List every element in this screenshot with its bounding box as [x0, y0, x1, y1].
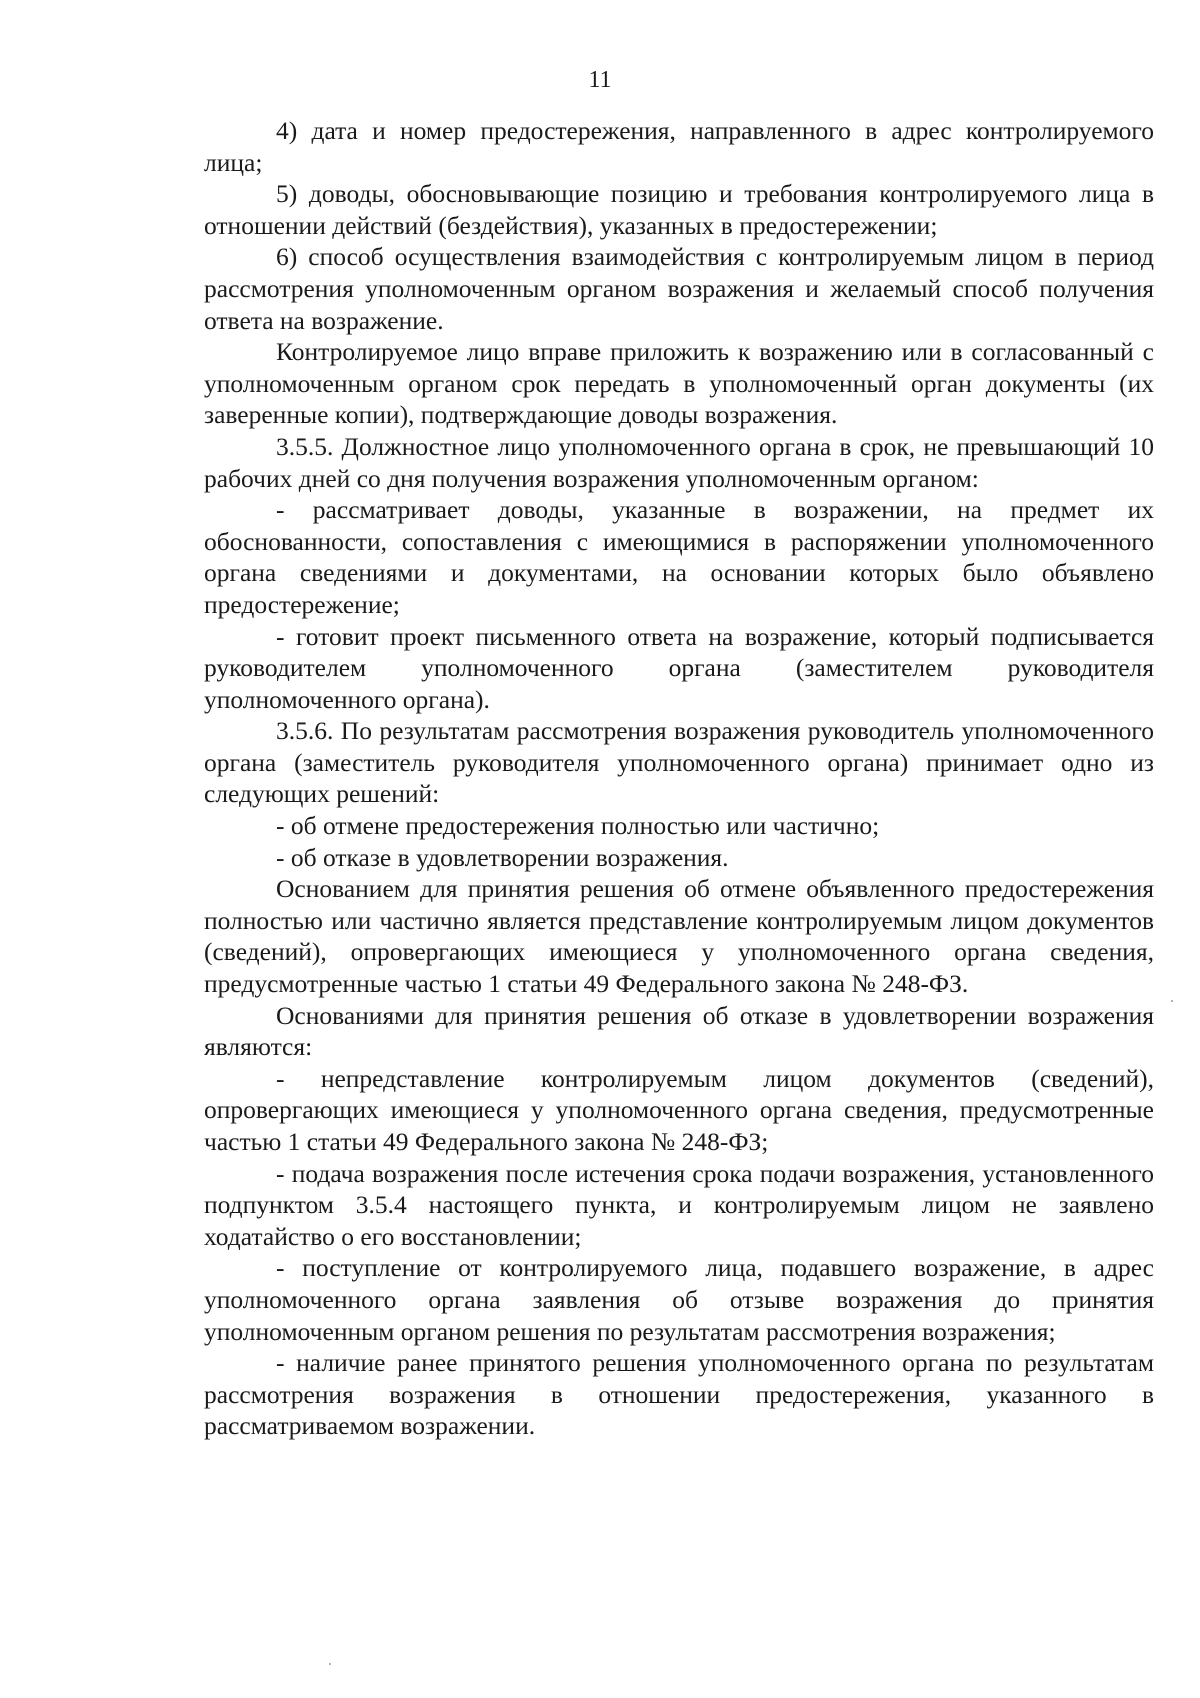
- scan-speck: [329, 1663, 331, 1665]
- document-body: [204, 115, 1154, 1442]
- paragraph-item-4: 4) дата и номер предостережения, направленного в адрес контролируемого лица;: [204, 116, 1154, 177]
- paragraph-decision-refuse: - об отказе в удовлетворении возражения.: [276, 842, 729, 872]
- paragraph-considers-arguments: - рассматривает доводы, указанные в возражении, на предмет их обоснованности, сопоставления с имеющимися в распоряжении уполномоченного органа сведениями и документами, на основании которых было объявлено предостережение;: [204, 495, 1154, 619]
- paragraph-no-documents: - непредставление контролируемым лицом документов (сведений), опровергающих имеющиеся у уполномоченного органа сведения, предусмотренные частью 1 статьи 49 Федерального закона № 248-ФЗ;: [204, 1063, 1154, 1156]
- paragraph-prior-decision: - наличие ранее принятого решения уполномоченного органа по результатам рассмотрения возражения в отношении предостережения, указанного в рассматриваемом возражении.: [204, 1348, 1154, 1441]
- page-number: 11: [588, 67, 612, 93]
- paragraph-grounds-cancel: Основанием для принятия решения об отмене объявленного предостережения полностью или частично является представление контролируемым лицом документов (сведений), опровергающих имеющиеся у уполномоченного органа сведения, предусмотренные частью 1 статьи 49 Федерального закона № 248-ФЗ.: [204, 874, 1154, 999]
- paragraph-attachments: Контролируемое лицо вправе приложить к возражению или в согласованный с уполномоченным органом срок передать в уполномоченный орган документы (их заверенные копии), подтверждающие доводы возражения.: [204, 337, 1154, 430]
- paragraph-grounds-refuse: Основаниями для принятия решения об отказе в удовлетворении возражения являются:: [204, 1000, 1154, 1062]
- scan-speck: [1171, 1000, 1173, 1002]
- paragraph-item-6: 6) способ осуществления взаимодействия с контролируемым лицом в период рассмотрения уполномоченным органом возражения и желаемый способ получения ответа на возражение.: [204, 242, 1154, 335]
- paragraph-withdrawal: - поступление от контролируемого лица, подавшего возражение, в адрес уполномоченного органа заявления об отзыве возражения до принятия уполномоченным органом решения по результатам рассмотрения возражения;: [204, 1253, 1154, 1346]
- paragraph-3-5-5: 3.5.5. Должностное лицо уполномоченного органа в срок, не превышающий 10 рабочих дней со дня получения возражения уполномоченным органом:: [204, 431, 1154, 493]
- paragraph-late-filing: - подача возражения после истечения срока подачи возражения, установленного подпунктом 3.5.4 настоящего пункта, и контролируемым лицом не заявлено ходатайство о его восстановлении;: [204, 1158, 1154, 1251]
- paragraph-prepares-reply: - готовит проект письменного ответа на возражение, который подписывается руководителем уполномоченного органа (заместителем руководителя уполномоченного органа).: [204, 621, 1154, 714]
- paragraph-item-5: 5) доводы, обосновывающие позицию и требования контролируемого лица в отношении действий (бездействия), указанных в предостережении;: [204, 179, 1154, 240]
- paragraph-3-5-6: 3.5.6. По результатам рассмотрения возражения руководитель уполномоченного органа (заместитель руководителя уполномоченного органа) принимает одно из следующих решений:: [204, 716, 1154, 809]
- paragraph-decision-cancel: - об отмене предостережения полностью или частично;: [276, 811, 880, 841]
